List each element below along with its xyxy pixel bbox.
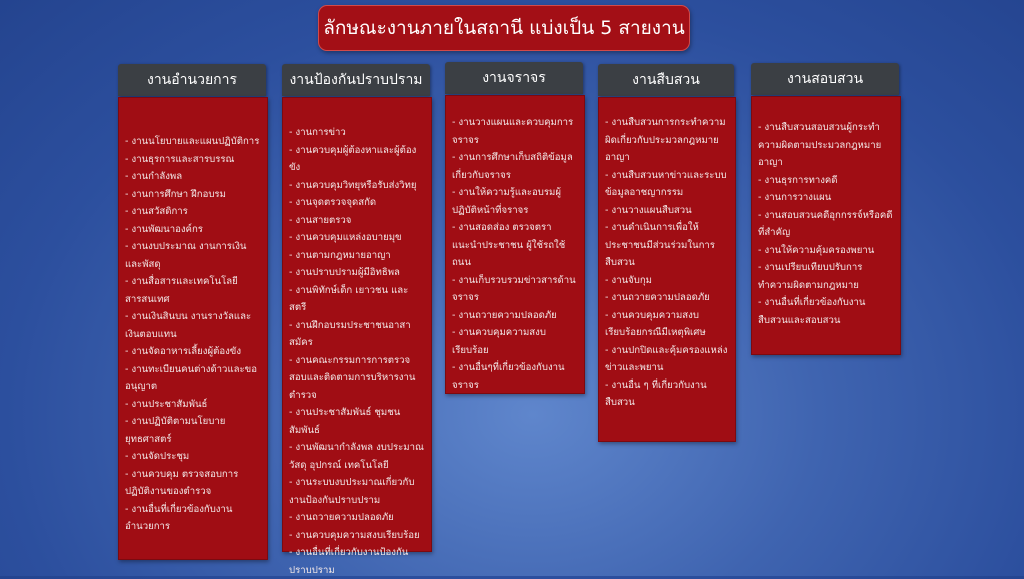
list-item: - งานทะเบียนคนต่างด้าวและขออนุญาต (125, 363, 257, 392)
item-list-admin (125, 133, 261, 536)
list-item: - งานเงินสินบน งานรางวัลและเงินตอบแทน (125, 311, 252, 340)
list-item: - งานวางแผนและควบคุมการจราจร (452, 117, 574, 146)
column-traffic (445, 62, 585, 394)
list-item: - งานให้ความคุ้มครองพยาน (758, 244, 875, 256)
list-item: - งานเปรียบเทียบปรับการทำความผิดตามกฎหมาย (758, 262, 863, 291)
list-item: - งานอื่นๆที่เกี่ยวข้องกับงานจราจร (452, 362, 565, 391)
list-item: - งานการข่าว (289, 127, 346, 138)
list-item: - งานอื่นที่เกี่ยวข้องกับงานสืบสวนและสอบสวน (758, 297, 866, 326)
list-item: - งานจัดอาหารเลี้ยงผู้ต้องขัง (125, 346, 242, 357)
list-item: - งานจุดตรวจจุดสกัด (289, 197, 377, 208)
list-item: - งานควบคุมผู้ต้องหาและผู้ต้องขัง (289, 144, 417, 173)
list-item: - งานปกปิดและคุ้มครองแหล่งข่าวและพยาน (605, 344, 728, 373)
list-item: - งานพัฒนากำลังพล งบประมาณ วัสดุ อุปกรณ์ เทคโนโลยี (289, 442, 424, 471)
item-list-investigation (605, 114, 729, 412)
list-item: - งานควบคุมความสงบเรียบร้อยกรณีมีเหตุพิเศษ (605, 309, 706, 338)
list-item: - งานสื่อสารและเทคโนโลยีสารสนเทศ (125, 276, 238, 305)
list-item: - งานควบคุมแหล่งอบายมุข (289, 232, 402, 243)
column-header-investigation: งานสืบสวน (598, 64, 734, 96)
list-item: - งานธุรการทางคดี (758, 174, 838, 186)
list-item: - งานควบคุม ตรวจสอบการปฏิบัติงานของตำรวจ (125, 468, 239, 497)
column-admin (118, 64, 268, 560)
list-item: - งานประชาสัมพันธ์ (125, 398, 208, 410)
list-item: - งานการศึกษาเก็บสถิติข้อมูลเกี่ยวกับจราจร (452, 152, 573, 181)
column-body-traffic (445, 95, 585, 394)
column-body-inquiry (751, 96, 901, 355)
list-item: - งานสายตรวจ (289, 214, 352, 226)
list-item: - งานสืบสวนสอบสวนผู้กระทำความผิดตามประมวลกฎหมายอาญา (758, 122, 882, 168)
list-item: - งานปราบปรามผู้มีอิทธิพล (289, 267, 400, 278)
list-item: - งานสอบสวนคดีอุกกรรจ์หรือคดีที่สำคัญ (758, 209, 893, 238)
list-item: - งานการศึกษา ฝึกอบรม (125, 188, 226, 200)
column-body-prevention (282, 97, 432, 576)
list-item: - งานถวายความปลอดภัย (452, 309, 557, 321)
item-list-traffic (452, 114, 578, 394)
column-prevention (282, 64, 432, 576)
list-item: - งานธุรการและสารบรรณ (125, 153, 235, 165)
list-item: - งานสอดส่อง ตรวจตรา แนะนำประชาชน ผู้ใช้รถใช้ถนน (452, 222, 566, 268)
list-item: - งานควบคุมความสงบเรียบร้อย (452, 327, 546, 356)
list-item: - งานนโยบายและแผนปฏิบัติการ (125, 136, 260, 147)
list-item: - งานอื่นที่เกี่ยวกับงานป้องกันปราบปราม (289, 547, 409, 576)
list-item: - งานอื่น ๆ ที่เกี่ยวกับงานสืบสวน (605, 379, 707, 408)
list-item: - งานควบคุมวิทยุหรือรับส่งวิทยุ (289, 179, 417, 191)
list-item: - งานสืบสวนการกระทำความผิดเกี่ยวกับประมวลกฎหมายอาญา (605, 117, 726, 163)
list-item: - งานกำลังพล (125, 171, 183, 182)
list-item: - งานวางแผนสืบสวน (605, 204, 692, 216)
list-item: - งานปฏิบัติตามนโยบายยุทธศาสตร์ (125, 416, 226, 445)
column-body-investigation (598, 97, 736, 442)
list-item: - งานควบคุมความสงบเรียบร้อย (289, 529, 420, 541)
list-item: - งานตามกฎหมายอาญา (289, 249, 391, 261)
column-header-prevention: งานป้องกันปราบปราม (282, 64, 430, 96)
page-title: ลักษณะงานภายในสถานี แบ่งเป็น 5 สายงาน (318, 5, 690, 51)
column-header-inquiry: งานสอบสวน (751, 63, 899, 95)
item-list-inquiry (758, 119, 894, 329)
list-item: - งานระบบงบประมาณเกี่ยวกับงานป้องกันปราบปราม (289, 477, 415, 506)
column-header-admin: งานอำนวยการ (118, 64, 266, 96)
column-investigation (598, 64, 736, 442)
list-item: - งานดำเนินการเพื่อให้ประชาชนมีส่วนร่วมในการสืบสวน (605, 222, 715, 268)
list-item: - งานถวายความปลอดภัย (289, 512, 394, 523)
list-item: - งานอื่นที่เกี่ยวข้องกับงานอำนวยการ (125, 503, 233, 532)
list-item: - งานงบประมาณ งานการเงินและพัสดุ (125, 241, 247, 270)
list-item: - งานพิทักษ์เด็ก เยาวชน และสตรี (289, 284, 409, 313)
list-item: - งานคณะกรรมการการตรวจสอบและติดตามการบริหารงานตำรวจ (289, 354, 416, 401)
item-list-prevention (289, 124, 425, 579)
list-item: - งานการวางแผน (758, 192, 832, 203)
list-item: - งานถวายความปลอดภัย (605, 292, 710, 303)
column-inquiry (751, 63, 901, 355)
column-header-traffic: งานจราจร (445, 62, 583, 94)
column-body-admin (118, 97, 268, 560)
list-item: - งานจับกุม (605, 274, 652, 286)
list-item: - งานให้ความรู้และอบรมผู้ปฏิบัติหน้าที่จราจร (452, 187, 561, 216)
list-item: - งานพัฒนาองค์กร (125, 223, 203, 235)
list-item: - งานเก็บรวบรวมข่าวสารด้านจราจร (452, 274, 576, 303)
list-item: - งานจัดประชุม (125, 451, 190, 462)
list-item: - งานสืบสวนหาข่าวและระบบข้อมูลอาชญากรรม (605, 169, 727, 198)
list-item: - งานฝึกอบรมประชาชนอาสาสมัคร (289, 319, 411, 348)
list-item: - งานประชาสัมพันธ์ ชุมชนสัมพันธ์ (289, 407, 401, 436)
list-item: - งานสวัสดิการ (125, 206, 188, 217)
